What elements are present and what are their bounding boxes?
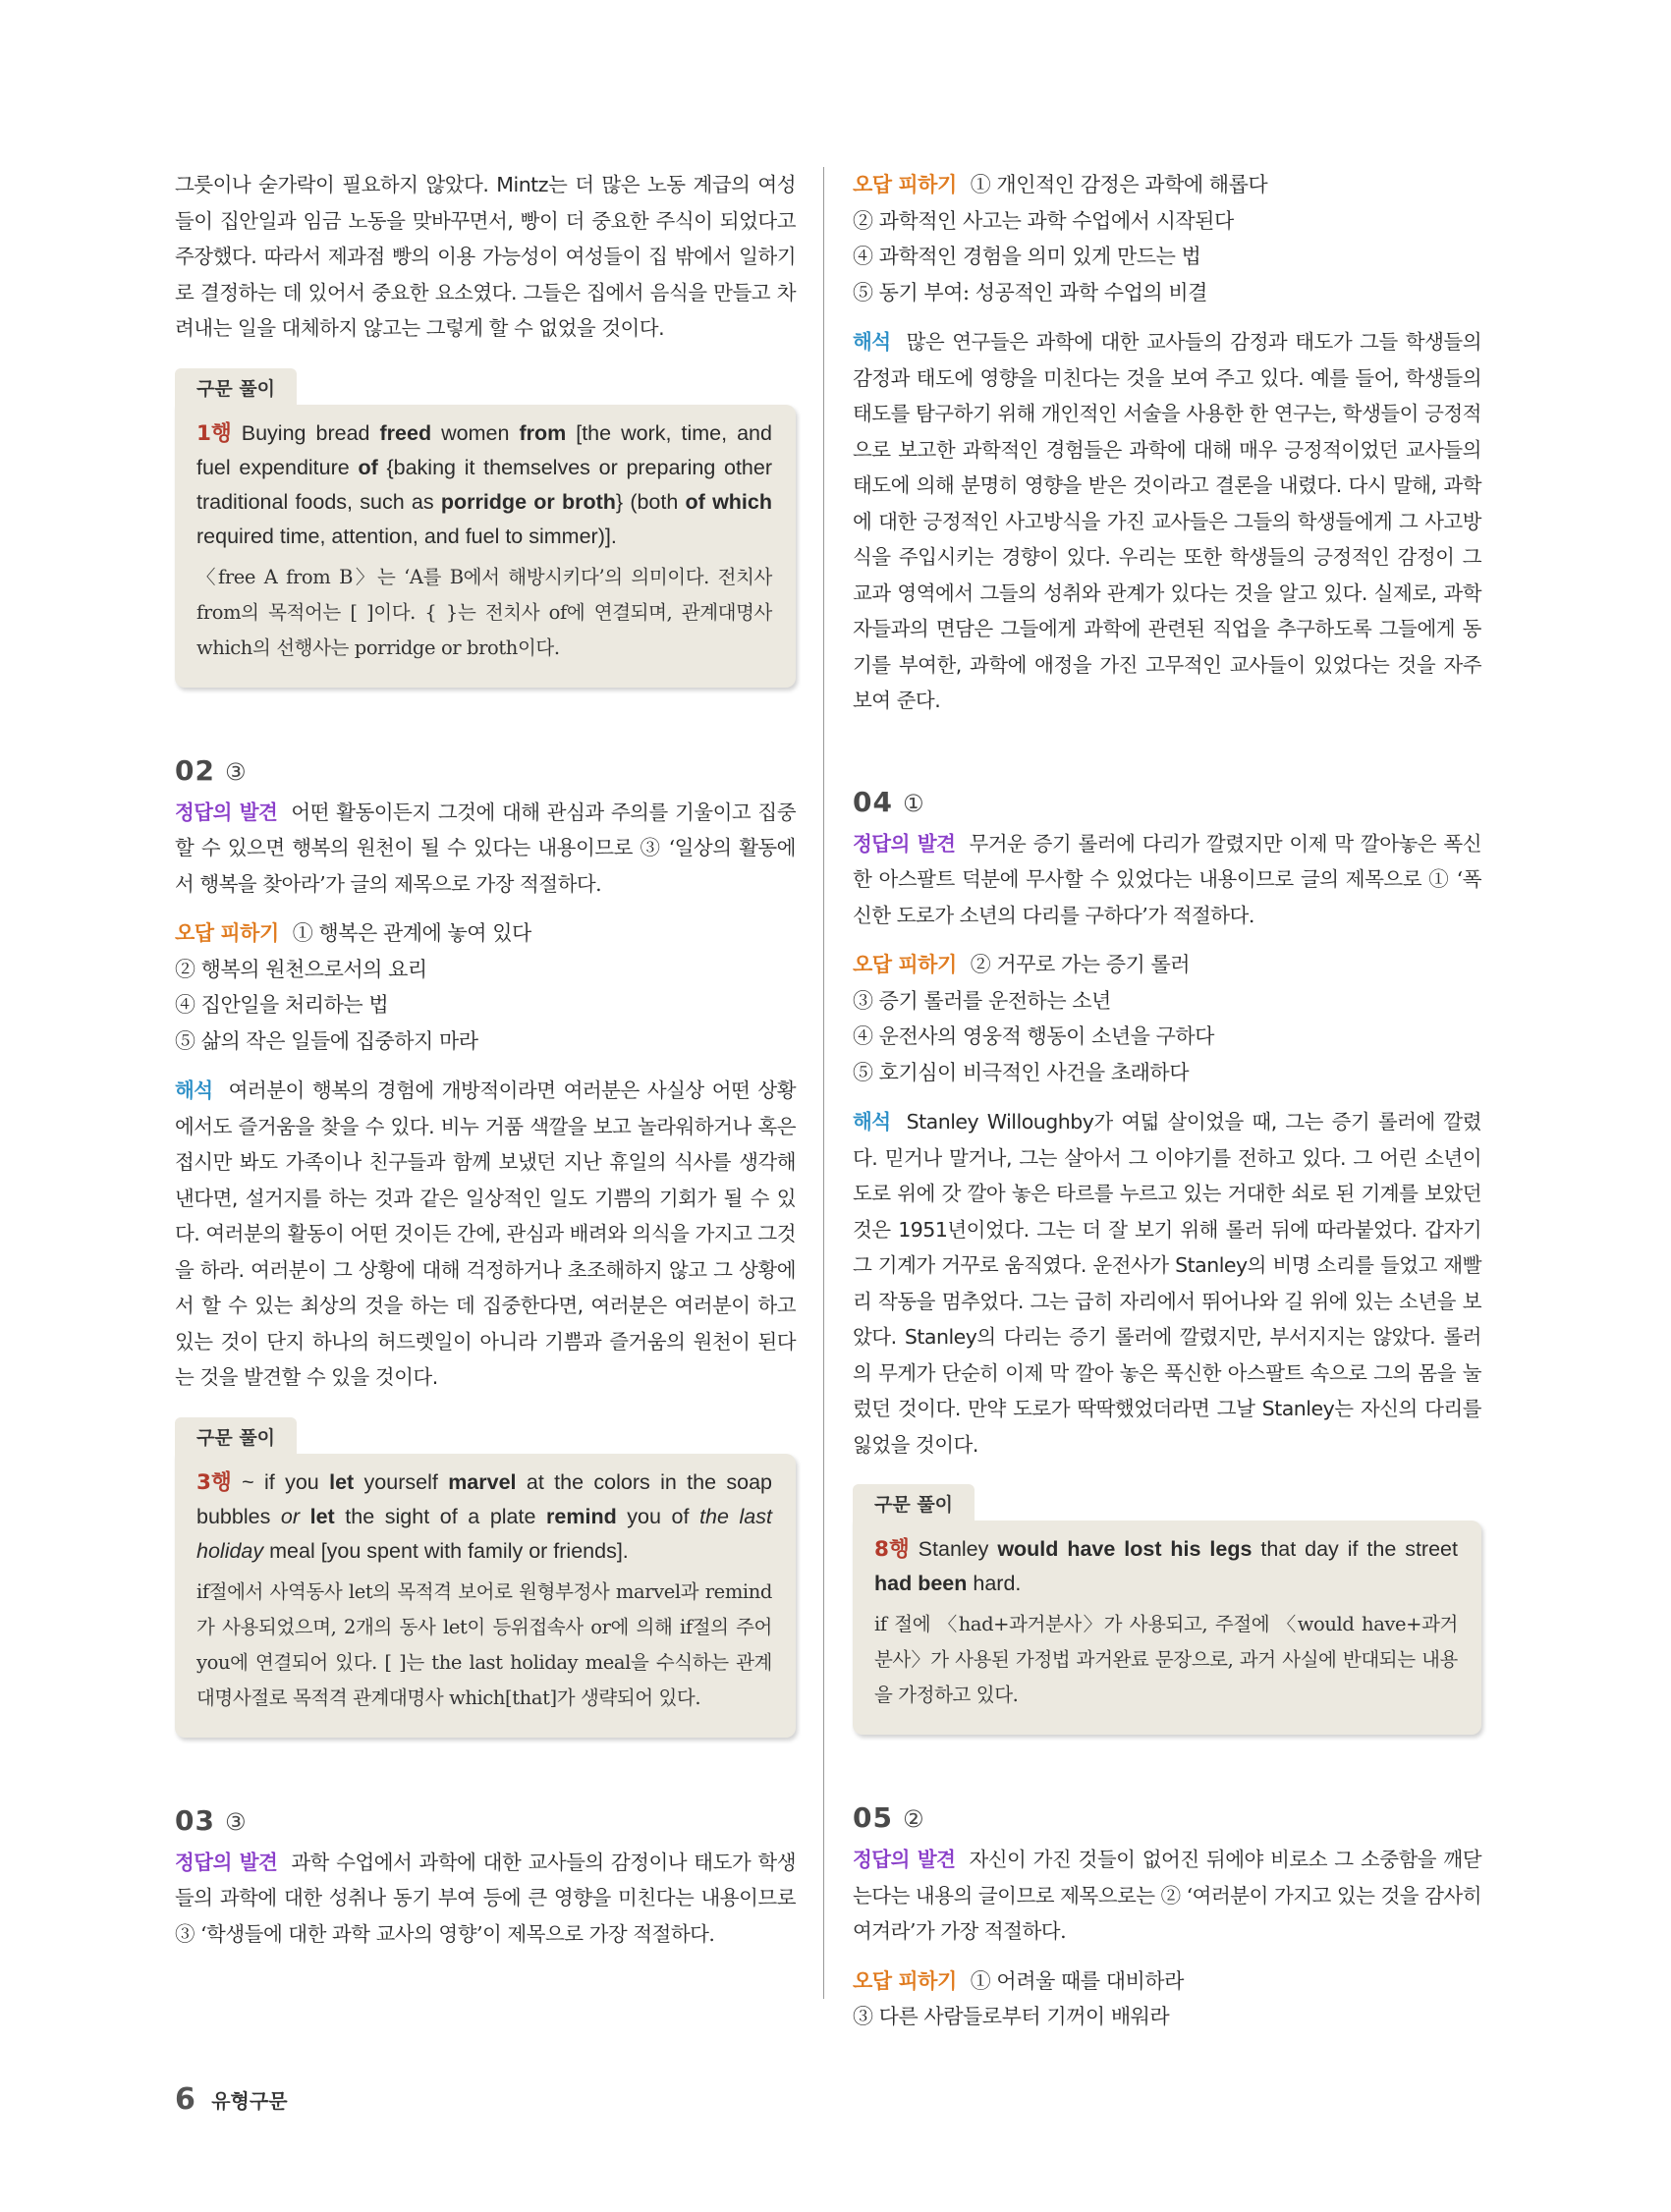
grammar-sentence: 3행 ~ if you let yourself marvel at the colors in the soap bubbles or let the sight of a plate remind you of the last holiday meal [you spent with family or friends]. (196, 1469, 773, 1563)
question-number: 05 ② (853, 1801, 925, 1834)
question-02 (175, 754, 796, 1396)
wrong-answers: 오답 피하기 ① 행복은 관계에 놓여 있다 ② 행복의 원천으로서의 요리 ④ 집안일을 처리하는 법 ⑤ 삶의 작은 일들에 집중하지 마라 (175, 921, 531, 1053)
answer-discovery: 정답의 발견 과학 수업에서 과학에 대한 교사들의 감정이나 태도가 학생들의 과학에 대한 성취나 동기 부여 등에 큰 영향을 미친다는 내용이므로 ③ ‘학생들에 대한 과학 교사의 영향’이 제목으로 가장 적절하다. (175, 1850, 797, 1946)
grammar-box-body (853, 1521, 1481, 1735)
translation: 해석 Stanley Willoughby가 여덟 살이었을 때, 그는 증기 롤러에 깔렸다. 믿거나 말거나, 그는 살아서 그 이야기를 전하고 있다. 그 어린 소년이 도로 위에 갓 깔아 놓은 타르를 누르고 있는 거대한 쇠로 된 기계를 보았던 것은 1951년이었다. 그는 더 잘 보기 위해 롤러 뒤에 따라붙었다. 갑자기 그 기계가 거꾸로 움직였다. 운전사가 Stanley의 비명 소리를 들었고 재빨리 작동을 멈추었다. 그는 급히 자리에서 뛰어나와 길 위에 있는 소년을 보았다. Stanley의 다리는 증기 롤러에 깔렸지만, 부서지지는 않았다. 롤러의 무게가 단순히 이제 막 깔아 놓은 푹신한 아스팔트 속으로 그의 몸을 눌렀던 것이다. 만약 도로가 딱딱했었더라면 그날 Stanley는 자신의 다리를 잃었을 것이다. (853, 1110, 1481, 1457)
right-column (853, 167, 1481, 2035)
grammar-box-tab: 구문 풀이 (853, 1484, 975, 1521)
grammar-box-1 (175, 368, 796, 688)
grammar-explanation: if절에서 사역동사 let의 목적격 보어로 원형부정사 marvel과 remind가 사용되었으며, 2개의 동사 let이 등위접속사 or에 의해 if절의 주어 you에 연결되어 있다. [ ]는 the last holiday meal을 수식하는 관계대명사절로 목적격 관계대명사 which[that]가 생략되어 있다. (196, 1579, 772, 1709)
grammar-explanation: if 절에 〈had+과거분사〉가 사용되고, 주절에 〈would have+과거분사〉가 사용된 가정법 과거완료 문장으로, 과거 사실에 반대되는 내용을 가정하고 있다. (874, 1613, 1458, 1706)
question-number: 02 ③ (175, 753, 248, 787)
left-column (175, 167, 796, 1952)
question-05 (853, 1801, 1481, 2035)
grammar-box-3 (853, 1484, 1481, 1735)
grammar-box-body (175, 1454, 796, 1738)
grammar-box-tab: 구문 풀이 (175, 1417, 297, 1454)
book-title: 유형구문 (211, 2089, 288, 2113)
answer-discovery: 정답의 발견 자신이 가진 것들이 없어진 뒤에야 비로소 그 소중함을 깨닫는다는 내용의 글이므로 제목으로는 ② ‘여러분이 가지고 있는 것을 감사히 여겨라’가 가장 적절하다. (853, 1848, 1482, 1943)
grammar-explanation: 〈free A from B〉는 ‘A를 B에서 해방시키다’의 의미이다. 전치사 from의 목적어는 [ ]이다. { }는 전치사 of에 연결되며, 관계대명사 which의 선행사는 porridge or broth이다. (196, 565, 772, 659)
q03-translation: 해석 많은 연구들은 과학에 대한 교사들의 감정과 태도가 그들 학생들의 감정과 태도에 영향을 미친다는 것을 보여 주고 있다. 예를 들어, 학생들의 태도를 탐구하기 위해 개인적인 서술을 사용한 한 연구는, 학생들이 긍정적으로 보고한 과학적인 경험들은 과학에 대해 매우 긍정적이었던 교사들의 태도에 의해 분명히 영향을 받은 것이라고 결론을 내렸다. 다시 말해, 과학에 대한 긍정적인 사고방식을 가진 교사들은 그들의 학생들에게 그 사고방식을 주입시키는 경향이 있다. 우리는 또한 학생들의 긍정적인 감정이 그 교과 영역에서 그들의 성취와 관계가 있다는 것을 알고 있다. 실제로, 과학자들과의 면담은 그들에게 과학에 관련된 직업을 추구하도록 그들에게 동기를 부여한, 과학에 애정을 가진 고무적인 교사들이 있었다는 것을 자주 보여 준다. (853, 330, 1481, 712)
q03-wrong-answers: 오답 피하기 ① 개인적인 감정은 과학에 해롭다 ② 과학적인 사고는 과학 수업에서 시작된다 ④ 과학적인 경험을 의미 있게 만드는 법 ⑤ 동기 부여: 성공적인 과학 수업의 비결 (853, 173, 1268, 304)
question-number: 03 ③ (175, 1803, 248, 1837)
page-footer (175, 2082, 288, 2117)
answer-discovery: 정답의 발견 무거운 증기 롤러에 다리가 깔렸지만 이제 막 깔아놓은 폭신한 아스팔트 덕분에 무사할 수 있었다는 내용이므로 글의 제목으로 ① ‘폭신한 도로가 소년의 다리를 구하다’가 적절하다. (853, 831, 1482, 927)
column-divider (823, 167, 824, 1999)
grammar-sentence: 8행 Stanley would have lost his legs that day if the street had been hard. (874, 1537, 1458, 1595)
wrong-answers: 오답 피하기 ② 거꾸로 가는 증기 롤러 ③ 증기 롤러를 운전하는 소년 ④ 운전사의 영웅적 행동이 소년을 구하다 ⑤ 호기심이 비극적인 사건을 초래하다 (853, 953, 1214, 1084)
page-number: 6 (175, 2082, 195, 2117)
grammar-box-tab: 구문 풀이 (175, 368, 297, 405)
translation: 해석 여러분이 행복의 경험에 개방적이라면 여러분은 사실상 어떤 상황에서도 즐거움을 찾을 수 있다. 비누 거품 색깔을 보고 놀라워하거나 혹은 접시만 봐도 가족이나 친구들과 함께 보냈던 지난 휴일의 식사를 생각해 낸다면, 설거지를 하는 것과 같은 일상적인 일도 기쁨의 기회가 될 수 있다. 여러분의 활동이 어떤 것이든 간에, 관심과 배려와 의식을 가지고 그것을 하라. 여러분이 그 상황에 대해 걱정하거나 초조해하지 않고 그 상황에서 할 수 있는 최상의 것을 하는 데 집중한다면, 여러분은 여러분이 하고 있는 것이 단지 하나의 허드렛일이 아니라 기쁨과 즐거움의 원천이 된다는 것을 발견할 수 있을 것이다. (175, 1078, 796, 1389)
question-number: 04 ① (853, 785, 925, 818)
grammar-sentence: 1행 Buying bread freed women from [the work, time, and fuel expenditure of {baking it themselves or preparing other traditional foods, such as porridge or broth} (both of which required time, attention, and fuel to simmer)]. (196, 420, 772, 548)
wrong-answers: 오답 피하기 ① 어려울 때를 대비하라 ③ 다른 사람들로부터 기꺼이 배워라 (853, 1968, 1184, 2028)
grammar-box-2 (175, 1417, 796, 1738)
question-04 (853, 786, 1481, 1464)
grammar-box-body (175, 405, 796, 688)
question-03 (175, 1804, 796, 1953)
intro-translation: 그릇이나 숟가락이 필요하지 않았다. Mintz는 더 많은 노동 계급의 여성들이 집안일과 임금 노동을 맞바꾸면서, 빵이 더 중요한 주식이 되었다고 주장했다. 따라서 제과점 빵의 이용 가능성이 여성들이 집 밖에서 일하기로 결정하는 데 있어서 중요한 요소였다. 그들은 집에서 음식을 만들고 차려내는 일을 대체하지 않고는 그렇게 할 수 없었을 것이다. (175, 173, 796, 340)
answer-discovery: 정답의 발견 어떤 활동이든지 그것에 대해 관심과 주의를 기울이고 집중할 수 있으면 행복의 원천이 될 수 있다는 내용이므로 ③ ‘일상의 활동에서 행복을 찾아라’가 글의 제목으로 가장 적절하다. (175, 800, 797, 896)
